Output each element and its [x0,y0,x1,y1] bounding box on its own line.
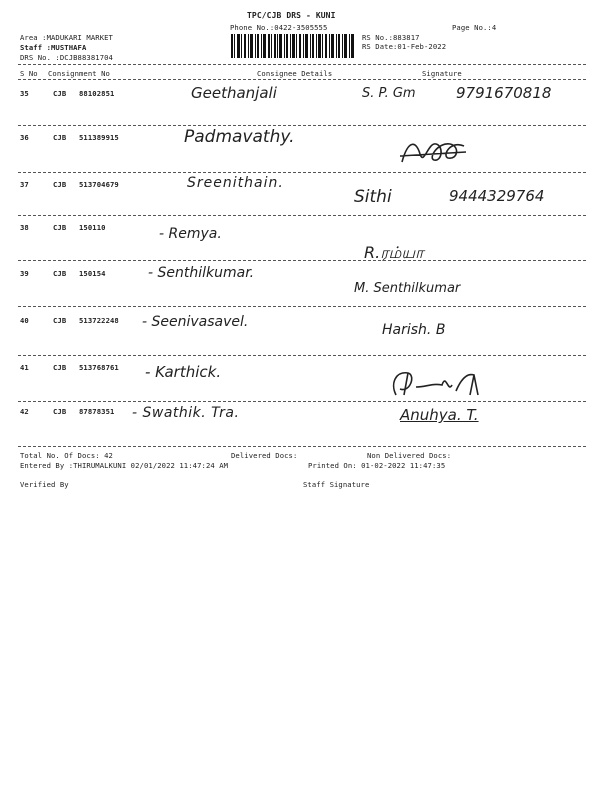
rs-number: RS No.:883817 [362,33,420,42]
staff-signature: Staff Signature [303,480,370,489]
consignee-name: - Senthilkumar. [148,265,255,281]
row-consignment-no: 513768761 [79,363,119,372]
signature-scribble [398,136,468,170]
row-sno: 38 [20,223,29,232]
barcode [231,34,354,58]
row-prefix: CJB [53,180,67,189]
receiver-signature: Anuhya. T. [400,406,479,424]
staff-label: Staff :MUSTHAFA [20,43,87,52]
delivered-docs: Delivered Docs: [231,451,298,460]
divider [18,79,586,80]
row-prefix: CJB [53,133,67,142]
total-docs: Total No. Of Docs: 42 [20,451,113,460]
row-consignment-no: 513722248 [79,316,119,325]
row-consignment-no: 150110 [79,223,106,232]
row-divider [18,401,586,402]
row-divider [18,260,586,261]
row-divider [18,446,586,447]
consignee-name: - Swathik. Tra. [132,405,240,421]
verified-by: Verified By [20,480,69,489]
receiver-signature: Sithi [354,187,392,207]
row-prefix: CJB [53,363,67,372]
consignee-name: Sreenithain. [187,175,284,191]
row-divider [18,125,586,126]
row-consignment-no: 511389915 [79,133,119,142]
row-prefix: CJB [53,223,67,232]
col-signature: Signature [422,69,462,78]
receiver-signature: R.ரம்யா [364,243,424,262]
receiver-phone: 9444329764 [449,187,545,205]
row-divider [18,215,586,216]
row-sno: 39 [20,269,29,278]
phone-number: Phone No.:0422-3505555 [230,23,328,32]
receiver-signature: S. P. Gm [362,86,416,101]
consignee-name: - Seenivasavel. [142,314,249,330]
row-sno: 40 [20,316,29,325]
row-consignment-no: 88102851 [79,89,115,98]
row-consignment-no: 150154 [79,269,106,278]
signature-scribble [386,365,486,399]
receiver-signature: Harish. B [382,322,446,338]
row-sno: 35 [20,89,29,98]
consignee-name: - Remya. [159,226,222,242]
consignee-name: Geethanjali [191,84,277,102]
row-prefix: CJB [53,269,67,278]
row-sno: 41 [20,363,29,372]
area-label: Area :MADUKARI MARKET [20,33,113,42]
col-sno: S No [20,69,38,78]
row-prefix: CJB [53,316,67,325]
row-divider [18,355,586,356]
row-sno: 36 [20,133,29,142]
divider [18,64,586,65]
page-number: Page No.:4 [452,23,497,32]
row-consignment-no: 513704679 [79,180,119,189]
row-divider [18,306,586,307]
non-delivered-docs: Non Delivered Docs: [367,451,452,460]
receiver-signature: M. Senthilkumar [354,281,461,296]
row-prefix: CJB [53,407,67,416]
row-sno: 37 [20,180,29,189]
row-consignment-no: 87878351 [79,407,115,416]
rs-date: RS Date:01-Feb-2022 [362,42,447,51]
row-divider [18,172,586,173]
col-consignee-details: Consignee Details [257,69,333,78]
row-prefix: CJB [53,89,67,98]
printed-on: Printed On: 01-02-2022 11:47:35 [308,461,446,470]
consignee-name: Padmavathy. [184,127,295,147]
consignee-name: - Karthick. [145,363,222,381]
receiver-phone: 9791670818 [456,84,552,102]
document-title: TPC/CJB DRS - KUNI [247,11,336,20]
col-consignment: Consignment No [48,69,110,78]
row-sno: 42 [20,407,29,416]
drs-number: DRS No. :DCJB88381704 [20,53,113,62]
entered-by: Entered By :THIRUMALKUNI 02/01/2022 11:47:24 AM [20,461,229,470]
